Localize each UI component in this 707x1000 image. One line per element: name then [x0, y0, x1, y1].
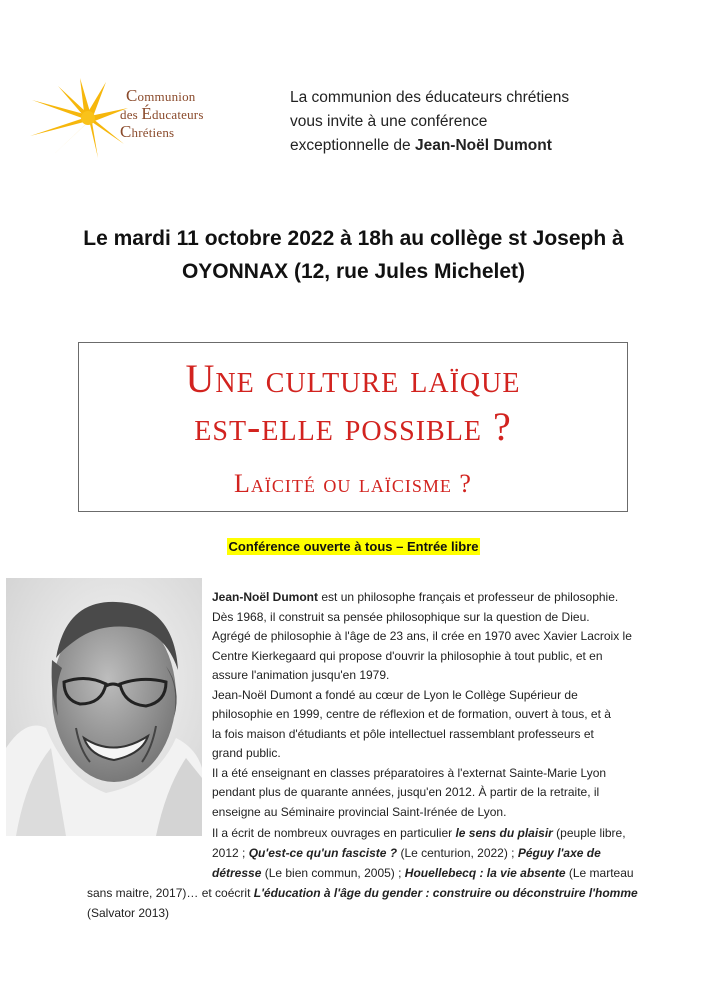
speaker-photo [6, 578, 202, 836]
bio-line [212, 588, 692, 608]
invite-line-1: La communion des éducateurs chrétiens [290, 89, 570, 106]
event-location: OYONNAX (12, rue Jules Michelet) [181, 260, 526, 283]
bio-line: Agrégé de philosophie à l'âge de 23 ans, il crée en 1970 avec Xavier Lacroix le [212, 629, 632, 643]
works-line-5: (Salvator 2013) [87, 906, 170, 920]
event-date: Le mardi 11 octobre 2022 à 18h au collège st Joseph à [83, 227, 624, 250]
title-subtitle: Laïcité ou laïcisme ? [234, 469, 472, 498]
logo-text-chretiens: hrétiens [131, 125, 175, 140]
bio-line: Jean-Noël Dumont a fondé au cœur de Lyon le Collège Supérieur de [212, 687, 578, 702]
logo-letter: C [126, 86, 138, 105]
invite-line-3-prefix: exceptionnelle de [290, 137, 415, 154]
logo-text-educateurs: ducateurs [151, 107, 204, 122]
title-line-2: est-elle possible ? [194, 404, 512, 449]
works-text: (Le marteau [565, 866, 634, 880]
speaker-biography [212, 588, 692, 822]
bio-text: est un philosophe français et professeur de philosophie. [318, 590, 619, 604]
works-text: 2012 ; [212, 846, 249, 860]
works-text: (Le bien commun, 2005) ; [261, 866, 405, 880]
invitation-text [290, 86, 690, 158]
bio-line: assure l'animation jusqu'en 1979. [212, 668, 390, 682]
publications-paragraph [87, 823, 692, 923]
logo-text-line1: ommunion [137, 89, 196, 104]
bio-line: Il a été enseignant en classes préparatoires à l'externat Sainte-Marie Lyon [212, 765, 607, 780]
book-title: Péguy l'axe de [517, 846, 601, 860]
bio-line: pendant plus de quarante années, jusqu'en 2012. À partir de la retraite, il [212, 785, 600, 799]
logo-letter: C [120, 122, 132, 141]
portrait-photo-icon [6, 578, 202, 836]
works-line-3 [87, 863, 692, 883]
logo-letter: É [141, 104, 152, 123]
bio-line: grand public. [212, 746, 281, 760]
bio-line: enseigne au Séminaire provincial Saint-Irénée de Lyon. [212, 804, 507, 819]
star-burst-icon [28, 78, 128, 158]
speaker-name: Jean-Noël Dumont [414, 137, 552, 154]
title-line-1: Une culture laïque [185, 356, 521, 401]
banner-container [0, 538, 707, 556]
bio-name: Jean-Noël Dumont [212, 590, 319, 604]
works-text: (Le centurion, 2022) ; [397, 846, 518, 860]
book-title: Qu'est-ce qu'un fasciste ? [248, 846, 398, 860]
book-title: détresse [212, 866, 262, 880]
works-text: sans maitre, 2017)… et coécrit [87, 886, 254, 900]
logo-text-des: des [120, 107, 142, 122]
bio-line: philosophie en 1999, centre de réflexion et de formation, ouvert à tous, et à [212, 707, 611, 721]
works-text: (peuple libre, [552, 826, 626, 840]
invite-line-3 [290, 134, 690, 158]
event-details [0, 222, 707, 288]
bio-line: Dès 1968, il construit sa pensée philosophique sur la question de Dieu. [212, 609, 590, 624]
bio-line: Centre Kierkegaard qui propose d'ouvrir la philosophie à tout public, et en [212, 648, 603, 663]
conference-title-box [78, 342, 628, 512]
works-line-4 [87, 886, 638, 900]
book-title: le sens du plaisir [455, 826, 553, 840]
bio-line: la fois maison d'étudiants et pôle intellectuel rassemblant professeurs et [212, 726, 594, 741]
book-title: L'éducation à l'âge du gender : construire ou déconstruire l'homme [253, 886, 638, 900]
works-line-1 [87, 823, 692, 843]
works-line-2 [87, 843, 692, 863]
logo-wordmark [120, 87, 258, 141]
invite-line-2: vous invite à une conférence [290, 113, 488, 130]
works-text: Il a écrit de nombreux ouvrages en particulier [212, 826, 456, 840]
logo [28, 78, 258, 158]
open-entry-banner: Conférence ouverte à tous – Entrée libre [228, 539, 479, 554]
book-title: Houellebecq : la vie absente [404, 866, 566, 880]
